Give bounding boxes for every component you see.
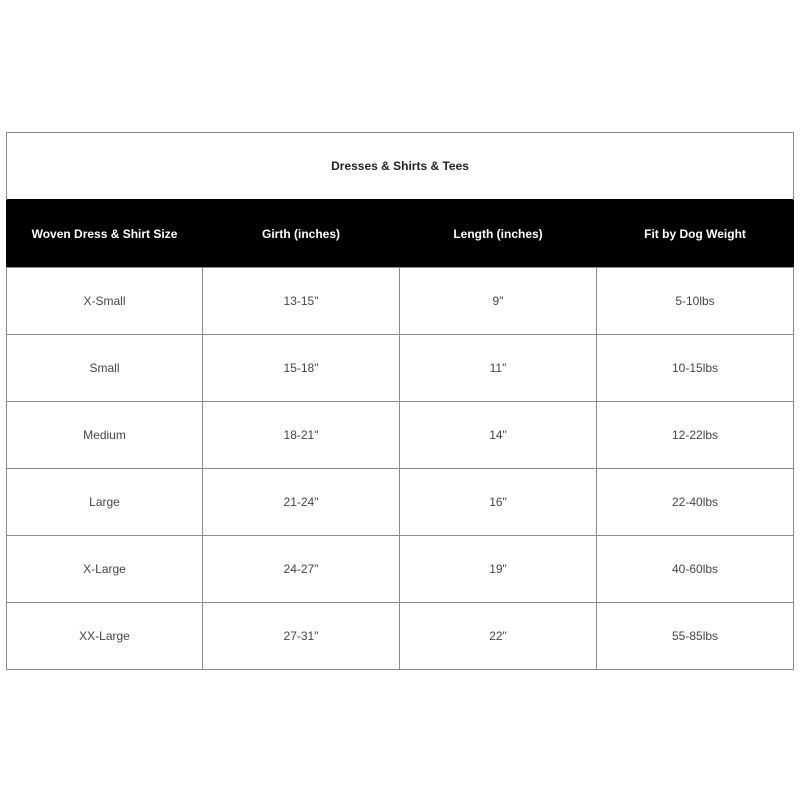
cell-size: XX-Large xyxy=(7,603,203,670)
cell-girth: 18-21" xyxy=(203,402,400,469)
cell-length: 19" xyxy=(400,536,597,603)
cell-size: Large xyxy=(7,469,203,536)
cell-length: 11" xyxy=(400,335,597,402)
column-header-weight: Fit by Dog Weight xyxy=(597,200,794,268)
cell-weight: 55-85lbs xyxy=(597,603,794,670)
table-row xyxy=(7,335,794,402)
cell-size: Medium xyxy=(7,402,203,469)
cell-weight: 40-60lbs xyxy=(597,536,794,603)
column-header-size: Woven Dress & Shirt Size xyxy=(7,200,203,268)
column-header-length: Length (inches) xyxy=(400,200,597,268)
table-header-row xyxy=(7,200,794,268)
cell-size: X-Small xyxy=(7,268,203,335)
cell-girth: 13-15" xyxy=(203,268,400,335)
cell-weight: 12-22lbs xyxy=(597,402,794,469)
cell-size: Small xyxy=(7,335,203,402)
cell-size: X-Large xyxy=(7,536,203,603)
table-row xyxy=(7,603,794,670)
cell-length: 16" xyxy=(400,469,597,536)
cell-girth: 24-27" xyxy=(203,536,400,603)
cell-weight: 10-15lbs xyxy=(597,335,794,402)
table-row xyxy=(7,469,794,536)
table-title-row xyxy=(7,133,794,200)
table-row xyxy=(7,536,794,603)
cell-length: 9" xyxy=(400,268,597,335)
table-row xyxy=(7,268,794,335)
cell-length: 22" xyxy=(400,603,597,670)
cell-girth: 27-31" xyxy=(203,603,400,670)
column-header-girth: Girth (inches) xyxy=(203,200,400,268)
size-chart-table xyxy=(6,132,794,670)
cell-girth: 15-18" xyxy=(203,335,400,402)
cell-girth: 21-24" xyxy=(203,469,400,536)
cell-weight: 5-10lbs xyxy=(597,268,794,335)
table-title: Dresses & Shirts & Tees xyxy=(7,133,794,200)
cell-length: 14" xyxy=(400,402,597,469)
cell-weight: 22-40lbs xyxy=(597,469,794,536)
table-row xyxy=(7,402,794,469)
